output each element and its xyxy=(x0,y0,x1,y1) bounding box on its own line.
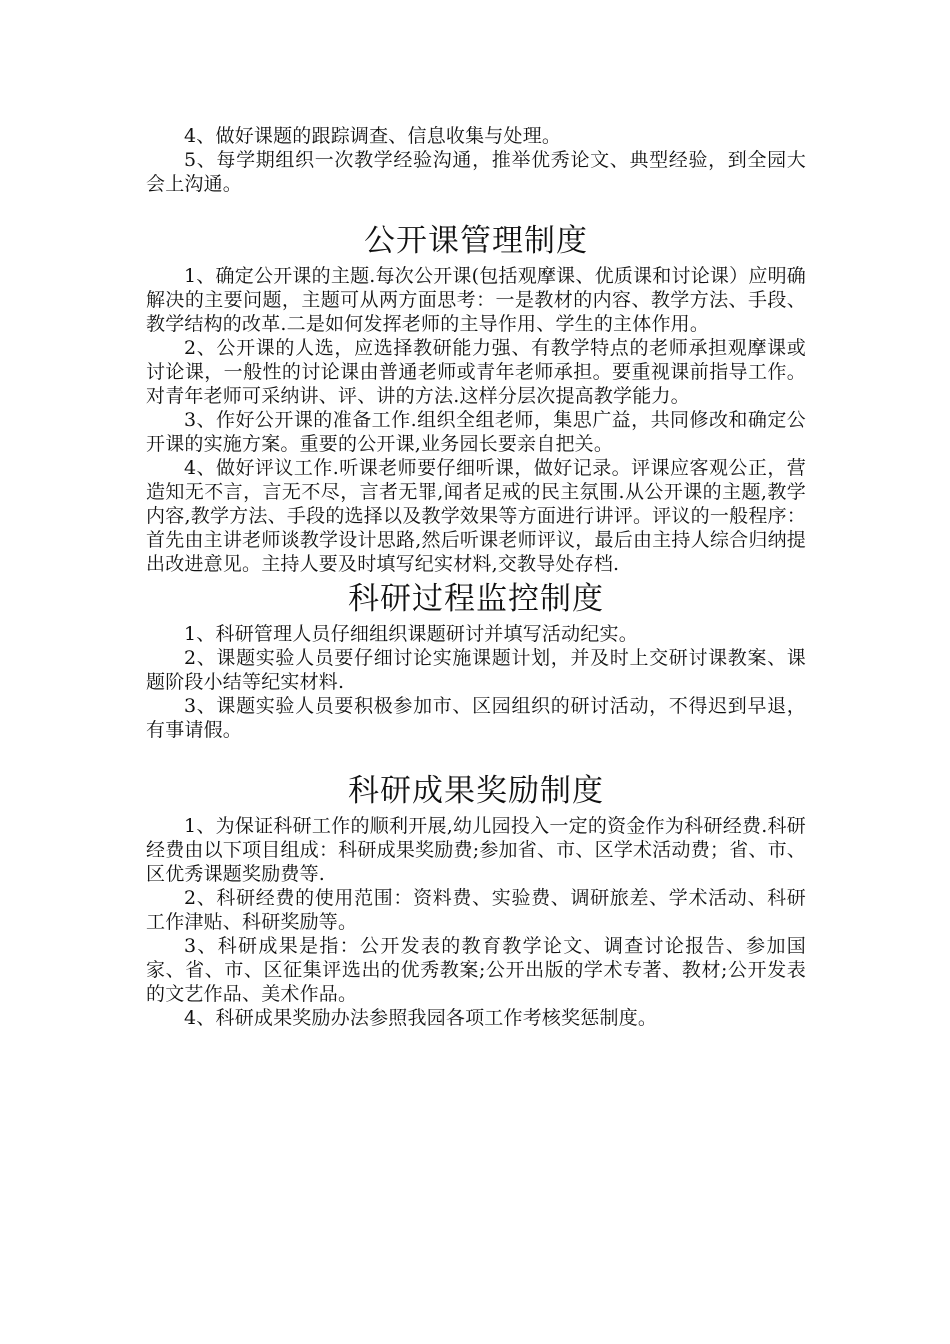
intro-paragraph: 5、每学期组织一次教学经验沟通，推举优秀论文、典型经验，到全园大会上沟通。 xyxy=(146,149,806,195)
section-paragraph: 1、确定公开课的主题.每次公开课(包括观摩课、优质课和讨论课）应明确解决的主要问题，主题可从两方面思考：一是教材的内容、教学方法、手段、教学结构的改革.二是如何发挥老师的主导作用、学生的主体作用。 xyxy=(146,265,806,335)
section-title-research-process: 科研过程监控制度 xyxy=(348,581,604,617)
section-paragraph: 3、课题实验人员要积极参加市、区园组织的研讨活动，不得迟到早退，有事请假。 xyxy=(146,695,806,741)
intro-paragraph: 4、做好课题的跟踪调查、信息收集与处理。 xyxy=(184,125,562,147)
section-paragraph: 1、科研管理人员仔细组织课题研讨并填写活动纪实。 xyxy=(184,623,638,645)
document-page xyxy=(146,124,806,1030)
section-paragraph: 4、科研成果奖励办法参照我园各项工作考核奖惩制度。 xyxy=(184,1007,658,1029)
section-paragraph: 3、科研成果是指：公开发表的教育教学论文、调查讨论报告、参加国家、省、市、区征集评选出的优秀教案;公开出版的学术专著、教材;公开发表的文艺作品、美术作品。 xyxy=(146,935,806,1005)
section-title-research-reward: 科研成果奖励制度 xyxy=(348,773,604,809)
section-title-open-class: 公开课管理制度 xyxy=(364,223,588,259)
section-paragraph: 3、作好公开课的准备工作.组织全组老师，集思广益，共同修改和确定公开课的实施方案。重要的公开课,业务园长要亲自把关。 xyxy=(146,409,806,455)
section-paragraph: 2、科研经费的使用范围：资料费、实验费、调研旅差、学术活动、科研工作津贴、科研奖励等。 xyxy=(146,887,806,933)
section-paragraph: 2、公开课的人选，应选择教研能力强、有教学特点的老师承担观摩课或讨论课，一般性的讨论课由普通老师或青年老师承担。要重视课前指导工作。对青年老师可采纳讲、评、讲的方法.这样分层次提高教学能力。 xyxy=(146,337,806,407)
section-paragraph: 1、为保证科研工作的顺利开展,幼儿园投入一定的资金作为科研经费.科研经费由以下项目组成：科研成果奖励费;参加省、市、区学术活动费；省、市、区优秀课题奖励费等. xyxy=(146,815,806,885)
section-paragraph: 2、课题实验人员要仔细讨论实施课题计划，并及时上交研讨课教案、课题阶段小结等纪实材料. xyxy=(146,647,806,693)
section-paragraph: 4、做好评议工作.听课老师要仔细听课，做好记录。评课应客观公正，营造知无不言，言无不尽，言者无罪,闻者足戒的民主氛围.从公开课的主题,教学内容,教学方法、手段的选择以及教学效果等方面进行讲评。评议的一般程序：首先由主讲老师谈教学设计思路,然后听课老师评议，最后由主持人综合归纳提出改进意见。主持人要及时填写纪实材料,交教导处存档. xyxy=(146,457,806,575)
